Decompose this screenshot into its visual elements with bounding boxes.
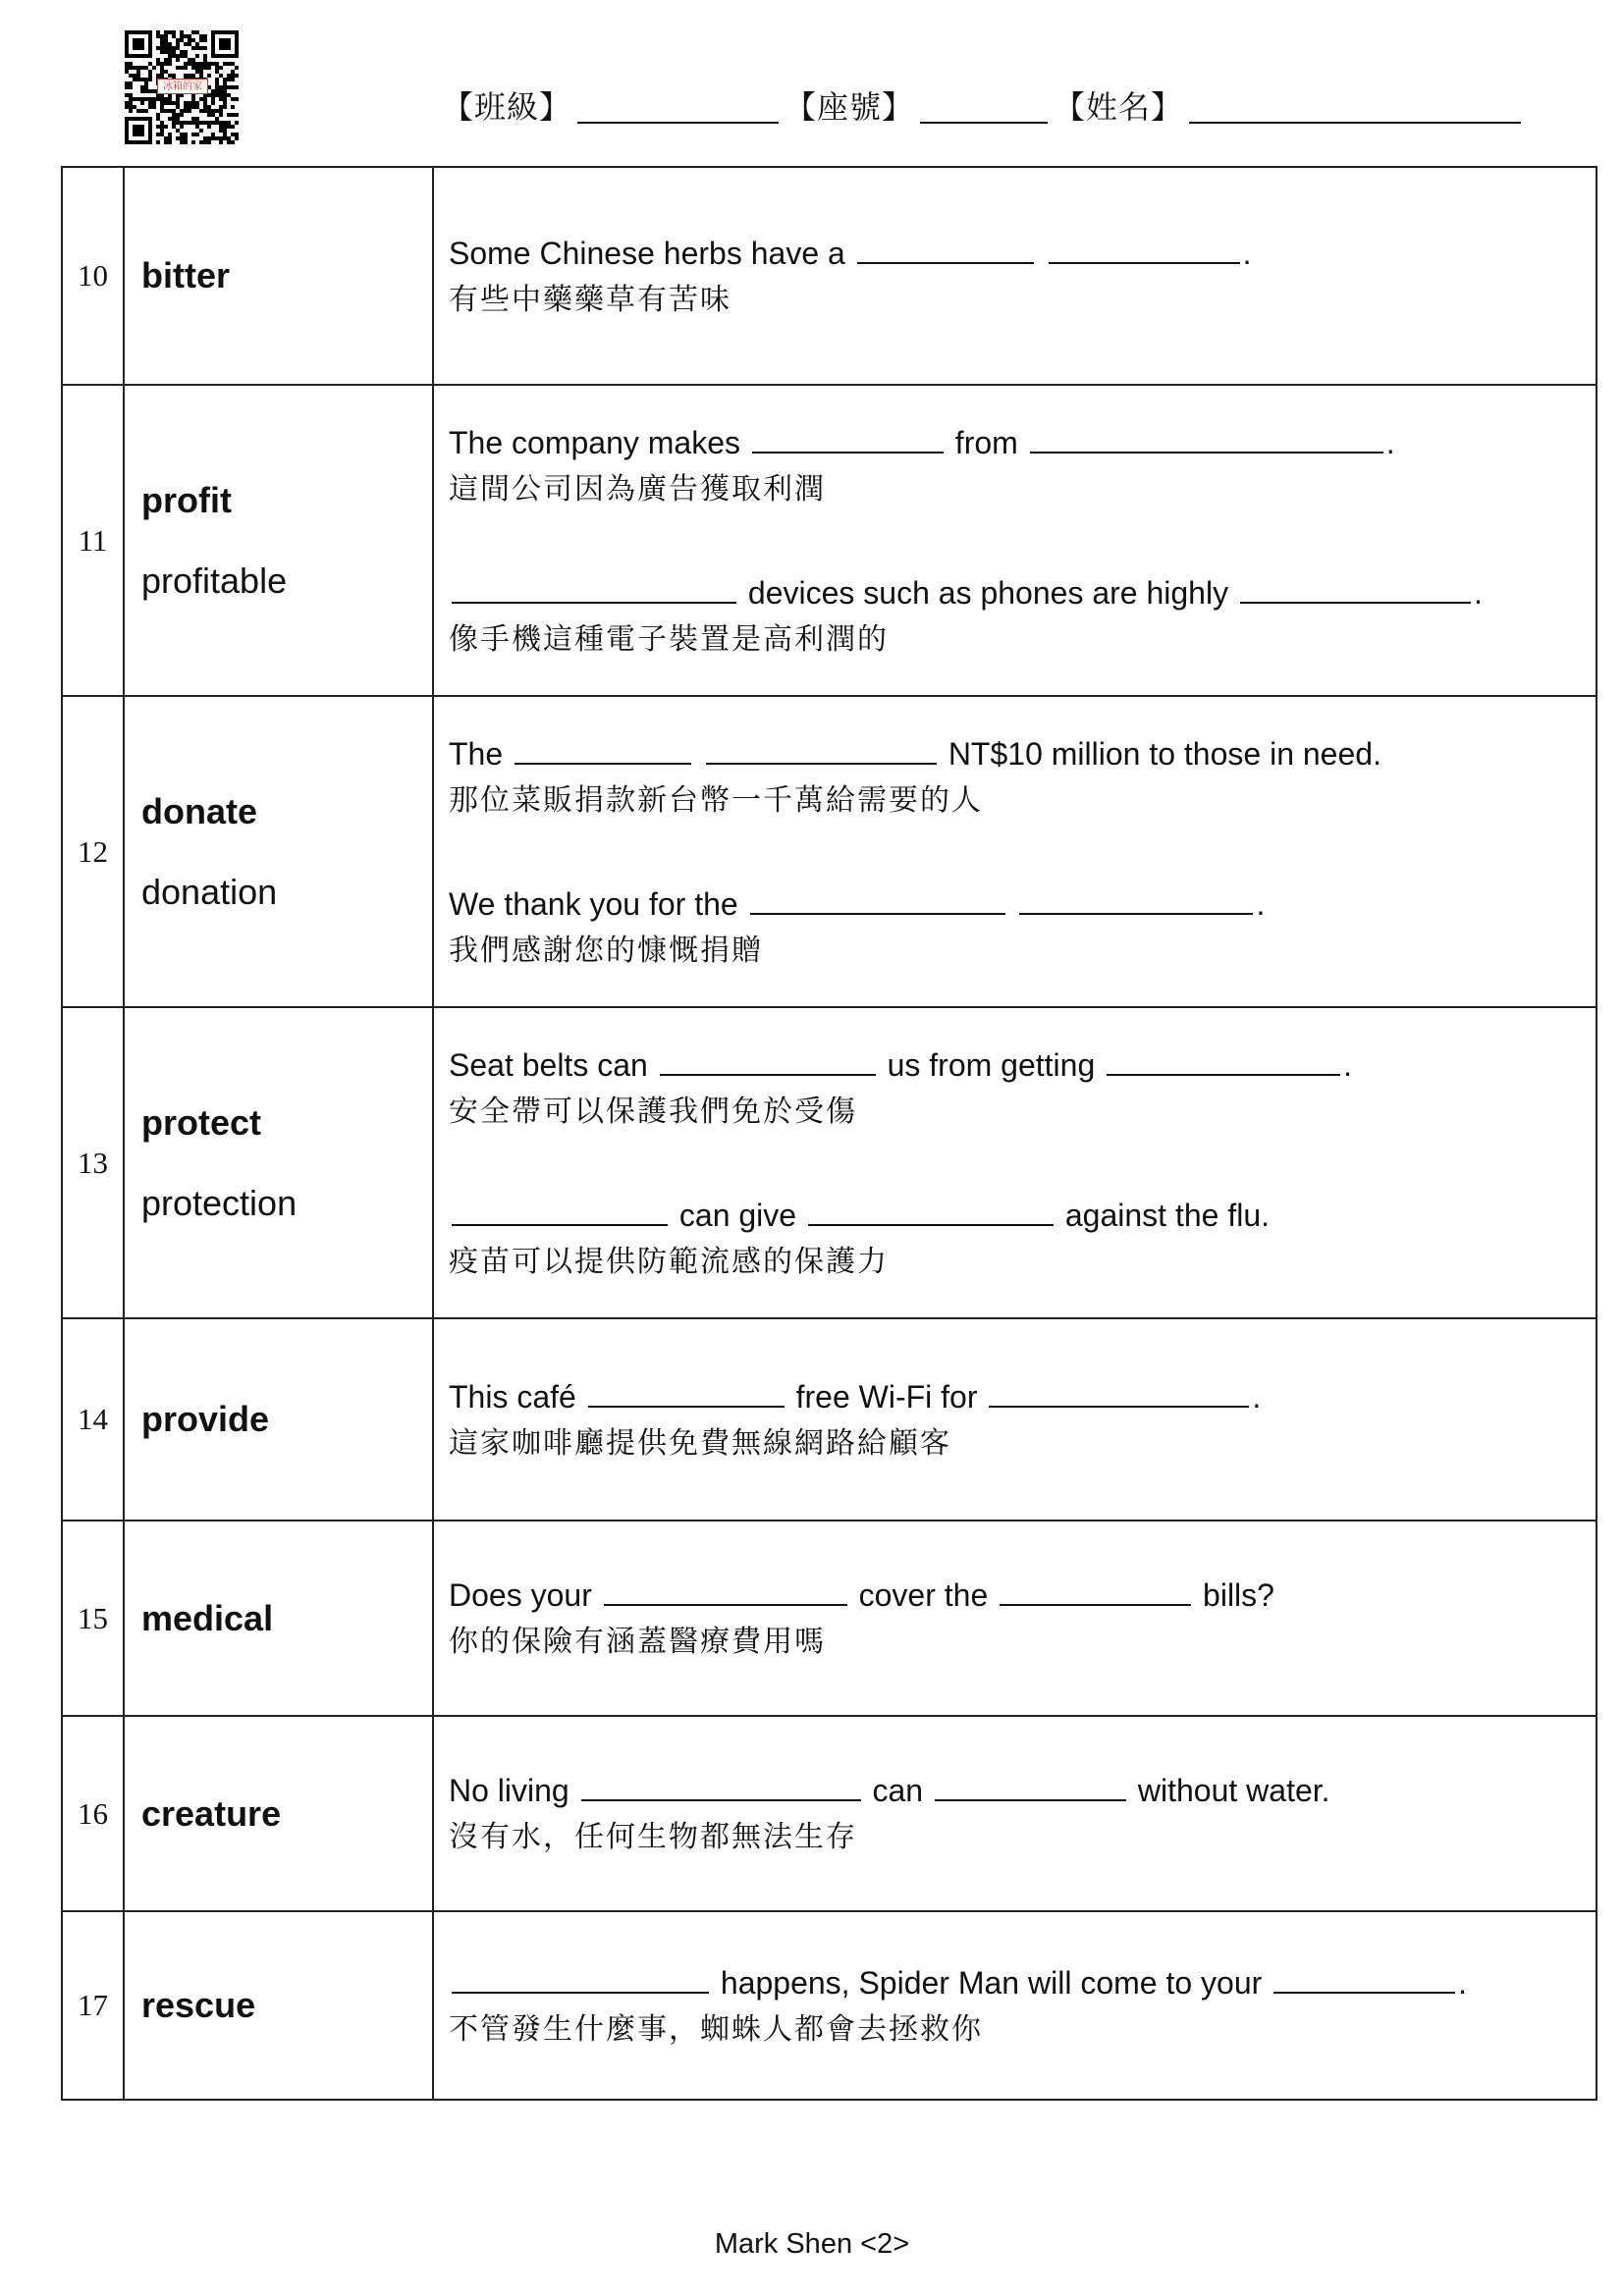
chinese-translation: 我們感謝您的慷慨捐贈 (449, 933, 763, 968)
english-sentence (449, 233, 1596, 273)
chinese-translation: 你的保險有涵蓋醫療費用嗎 (449, 1625, 826, 1659)
fill-in-blank[interactable] (660, 1044, 876, 1076)
english-sentence (449, 1575, 1596, 1615)
chinese-translation: 這間公司因為廣告獲取利潤 (449, 471, 826, 507)
sentence-text: We thank you for the (449, 885, 747, 922)
sentence-text: Some Chinese herbs have a (449, 235, 854, 271)
sentence-text: free Wi-Fi for (786, 1378, 987, 1415)
sentence-pair (449, 572, 1596, 660)
qr-code-label: 冰箱的家 (157, 79, 208, 94)
vocabulary-table (61, 166, 1597, 2101)
sentence-text: Seat belts can (449, 1046, 657, 1083)
fill-in-blank[interactable] (935, 1770, 1126, 1801)
item-number: 14 (62, 1318, 124, 1521)
example-sentences (433, 1007, 1597, 1318)
fill-in-blank[interactable] (604, 1575, 847, 1606)
english-sentence (449, 733, 1596, 774)
sentence-text: us from getting (878, 1046, 1105, 1083)
chinese-translation: 有些中藥藥草有苦味 (449, 282, 731, 317)
vocab-word: medical (141, 1597, 274, 1638)
fill-in-blank[interactable] (750, 883, 1005, 915)
sentence-text: . (1458, 1964, 1468, 2001)
english-sentence (449, 1044, 1596, 1085)
vocab-derived-word: profitable (141, 560, 288, 601)
vocab-words (124, 1716, 433, 1911)
sentence-pair (449, 233, 1596, 320)
example-sentences (433, 385, 1597, 696)
class-field[interactable] (577, 88, 779, 124)
fill-in-blank[interactable] (1273, 1962, 1455, 1994)
fill-in-blank[interactable] (989, 1376, 1249, 1408)
sentence-pair (449, 422, 1596, 509)
vocab-words (124, 1007, 433, 1318)
class-label: 【班級】 (442, 88, 572, 126)
item-number: 15 (62, 1521, 124, 1716)
vocab-row (62, 1007, 1597, 1318)
vocab-words (124, 1911, 433, 2100)
chinese-translation: 這家咖啡廳提供免費無線網路給顧客 (449, 1425, 951, 1461)
vocab-words (124, 385, 433, 696)
sentence-text: from (946, 424, 1027, 460)
sentence-text (1037, 236, 1046, 271)
sentence-text: Does your (449, 1577, 601, 1613)
vocab-word: protect (141, 1102, 262, 1144)
sentence-pair (449, 1044, 1596, 1132)
sentence-text: . (1343, 1046, 1353, 1083)
fill-in-blank[interactable] (452, 1962, 709, 1994)
chinese-translation: 不管發生什麼事，蜘蛛人都會去拯救你 (449, 2011, 983, 2047)
sentence-text: . (1252, 1378, 1262, 1415)
example-sentences (433, 1716, 1597, 1911)
fill-in-blank[interactable] (752, 422, 944, 454)
fill-in-blank[interactable] (1049, 233, 1240, 264)
fill-in-blank[interactable] (857, 233, 1034, 264)
example-sentences (433, 1318, 1597, 1521)
fill-in-blank[interactable] (514, 733, 691, 765)
fill-in-blank[interactable] (452, 1195, 668, 1226)
vocab-row (62, 1716, 1597, 1911)
example-sentences (433, 167, 1597, 385)
example-sentences (433, 1521, 1597, 1716)
sentence-pair (449, 1575, 1596, 1662)
sentence-text: NT$10 million to those in need. (939, 735, 1381, 772)
chinese-translation: 安全帶可以保護我們免於受傷 (449, 1094, 857, 1129)
vocab-word: bitter (141, 255, 230, 296)
sentence-text: can (863, 1773, 932, 1808)
vocab-row (62, 1911, 1597, 2100)
chinese-translation: 那位菜販捐款新台幣一千萬給需要的人 (449, 782, 983, 818)
vocab-row (62, 167, 1597, 385)
item-number: 13 (62, 1007, 124, 1318)
fill-in-blank[interactable] (808, 1195, 1054, 1226)
vocab-words (124, 1521, 433, 1716)
sentence-pair (449, 883, 1596, 971)
english-sentence (449, 422, 1596, 462)
name-field[interactable] (1189, 88, 1521, 124)
sentence-pair (449, 733, 1596, 821)
name-label: 【姓名】 (1054, 88, 1184, 126)
english-sentence (449, 883, 1596, 924)
fill-in-blank[interactable] (1000, 1575, 1191, 1606)
vocab-word: creature (141, 1792, 282, 1834)
item-number: 16 (62, 1716, 124, 1911)
sentence-text: . (1256, 885, 1266, 922)
chinese-translation: 像手機這種電子裝置是高利潤的 (449, 621, 889, 657)
fill-in-blank[interactable] (706, 733, 937, 765)
vocab-word: profit (141, 480, 232, 521)
sentence-pair (449, 1195, 1596, 1282)
fill-in-blank[interactable] (1019, 883, 1253, 915)
fill-in-blank[interactable] (1030, 422, 1383, 454)
item-number: 10 (62, 167, 124, 385)
english-sentence (449, 1376, 1596, 1416)
example-sentences (433, 1911, 1597, 2100)
item-number: 17 (62, 1911, 124, 2100)
chinese-translation: 沒有水，任何生物都無法生存 (449, 1820, 857, 1854)
sentence-text: devices such as phones are highly (739, 574, 1237, 611)
item-number: 12 (62, 696, 124, 1007)
english-sentence (449, 1195, 1596, 1235)
fill-in-blank[interactable] (452, 572, 736, 604)
vocab-derived-word: donation (141, 871, 278, 912)
sentence-text: bills? (1194, 1577, 1274, 1613)
sentence-pair (449, 1962, 1596, 2050)
sentence-text: . (1473, 574, 1483, 611)
sentence-text: No living (449, 1773, 578, 1808)
sentence-text: This café (449, 1378, 585, 1415)
item-number: 11 (62, 385, 124, 696)
vocab-row (62, 385, 1597, 696)
english-sentence (449, 1962, 1596, 2002)
page-footer: Mark Shen <2> (714, 2228, 910, 2260)
vocab-word: rescue (141, 1985, 256, 2026)
fill-in-blank[interactable] (1107, 1044, 1340, 1076)
student-info-header (442, 79, 1527, 128)
english-sentence (449, 572, 1596, 613)
vocab-word: donate (141, 791, 258, 832)
sentence-text (694, 736, 703, 772)
vocab-words (124, 696, 433, 1007)
sentence-pair (449, 1770, 1596, 1857)
sentence-text: The (449, 735, 513, 772)
fill-in-blank[interactable] (588, 1376, 785, 1408)
sentence-text: . (1242, 235, 1252, 271)
vocab-words (124, 1318, 433, 1521)
sentence-text: The company makes (449, 424, 749, 460)
vocab-row (62, 696, 1597, 1007)
sentence-text: cover the (849, 1577, 998, 1613)
sentence-text: without water. (1128, 1773, 1330, 1808)
sentence-text: happens, Spider Man will come to your (712, 1964, 1272, 2001)
vocab-derived-word: protection (141, 1182, 298, 1223)
fill-in-blank[interactable] (1240, 572, 1471, 604)
sentence-pair (449, 1376, 1596, 1464)
english-sentence (449, 1770, 1596, 1810)
sentence-text (1008, 886, 1017, 922)
example-sentences (433, 696, 1597, 1007)
vocab-row (62, 1318, 1597, 1521)
vocab-word: provide (141, 1399, 270, 1440)
sentence-text: can give (671, 1197, 805, 1233)
chinese-translation: 疫苗可以提供防範流感的保護力 (449, 1244, 889, 1279)
sentence-text: against the flu. (1056, 1197, 1270, 1233)
seat-field[interactable] (920, 88, 1048, 124)
seat-label: 【座號】 (785, 88, 915, 126)
vocab-words (124, 167, 433, 385)
fill-in-blank[interactable] (581, 1770, 861, 1801)
sentence-text: . (1385, 424, 1395, 460)
vocab-row (62, 1521, 1597, 1716)
